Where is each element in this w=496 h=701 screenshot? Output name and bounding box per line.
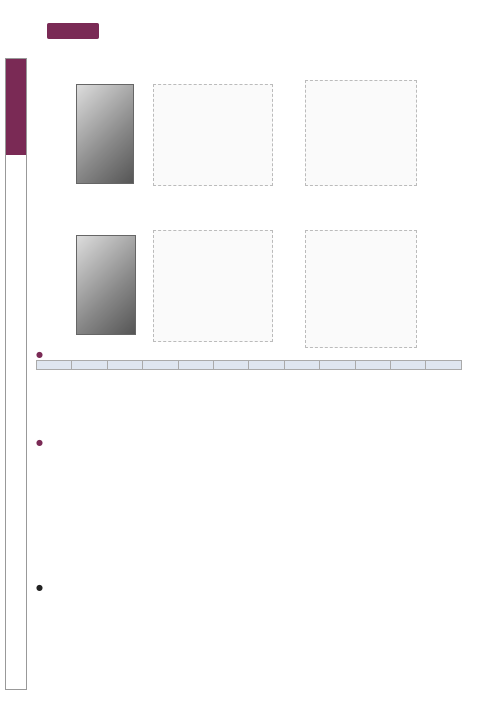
col-peak-mn	[249, 361, 284, 370]
lg-front-drawing	[153, 84, 273, 186]
col-peak-kg	[284, 361, 319, 370]
gear-table-heading	[36, 350, 45, 359]
brush-badge	[47, 23, 99, 39]
col-radial-n	[320, 361, 355, 370]
lg-motor-photo	[76, 84, 134, 184]
sidebar	[5, 58, 27, 690]
col-l	[143, 361, 178, 370]
lgl-front-drawing	[153, 230, 273, 342]
col-stages	[107, 361, 142, 370]
col-ratio	[72, 361, 107, 370]
sidebar-title	[6, 59, 26, 155]
col-radial-kgf	[355, 361, 390, 370]
col-thrust-n	[391, 361, 426, 370]
motor-table-heading	[36, 438, 45, 447]
col-torque-mn	[178, 361, 213, 370]
lgl-side-drawing	[305, 230, 417, 348]
lgl-motor-photo	[76, 235, 136, 335]
col-thrust-kgf	[426, 361, 462, 370]
col-torque-kg	[214, 361, 249, 370]
col-gear-name	[37, 361, 72, 370]
usage-heading: ●	[36, 583, 43, 592]
lg-side-drawing	[305, 80, 417, 186]
gear-head-table	[36, 360, 462, 370]
